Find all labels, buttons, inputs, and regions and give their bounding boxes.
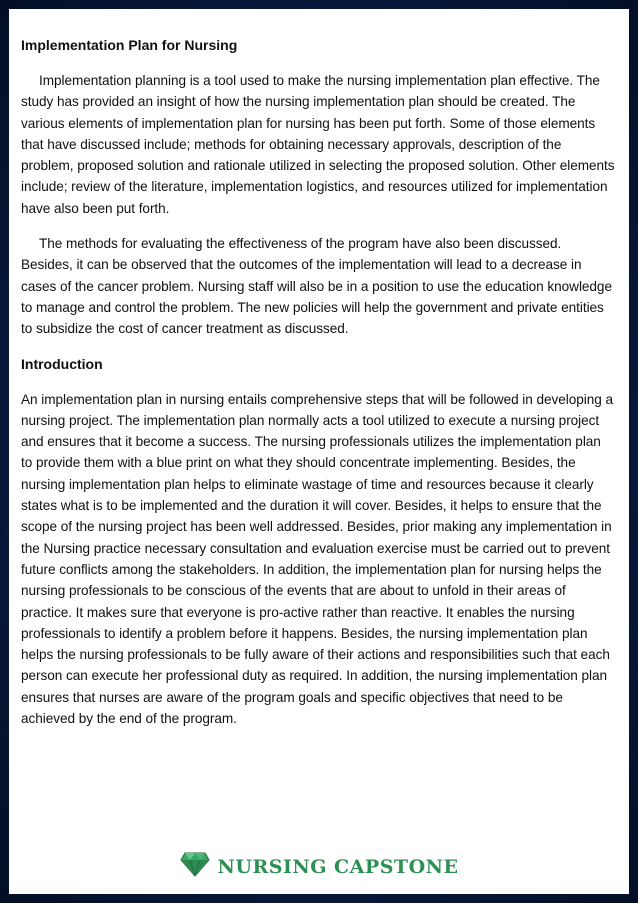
document-page — [9, 9, 629, 894]
intro-paragraph-2: The methods for evaluating the effectiveness of the program have also been discussed. Besides, it can be observed that the outcomes of the implementation will lead to a decrease in cases of the cancer problem. Nursing staff will also be in a position to use the education knowledge to manage and control the problem. The new policies will help the government and private entities to subsidize the cost of cancer treatment as discussed. — [21, 236, 612, 337]
footer-brand — [9, 851, 629, 882]
section-paragraph: An implementation plan in nursing entails comprehensive steps that will be followed in developing a nursing project. The implementation plan normally acts a tool utilized to execute a nursing project and ensures that it become a success. The nursing professionals utilizes the implementation plan to provide them with a blue print on what they should concentrate implementing. Besides, the nursing implementation plan helps to eliminate wastage of time and resources because it clearly states what is to be implemented and the duration it will cover. Besides, it helps to ensure that the scope of the nursing project has been well addressed. Besides, prior making any implementation in the Nursing practice necessary consultation and evaluation exercise must be carried out to prevent future conflicts among the stakeholders. In addition, the implementation plan for nursing helps the nursing professionals to be conscious of the events that are about to unfold in their areas of practice. It makes sure that everyone is pro-active rather than reactive. It enables the nursing professionals to identify a problem before it happens. Besides, the nursing implementation plan helps the nursing professionals to be fully aware of their actions and responsibilities such that each person can execute her professional duty as required. In addition, the nursing implementation plan ensures that nurses are aware of the program goals and specific objectives that need to be achieved by the end of the program. — [21, 391, 614, 727]
document-title: Implementation Plan for Nursing — [21, 37, 238, 53]
diamond-icon — [180, 851, 210, 882]
section-heading: Introduction — [21, 355, 103, 372]
intro-paragraph-1: Implementation planning is a tool used to make the nursing implementation plan effective. The study has provided an insight of how the nursing implementation plan should be created. The various elements of implementation plan for nursing has been put forth. Some of those elements that have discussed include; methods for obtaining necessary approvals, description of the problem, proposed solution and rationale utilized in selecting the proposed solution. Other elements include; review of the literature, implementation logistics, and resources utilized for implementation have also been put forth. — [21, 73, 615, 216]
brand-name: NURSING CAPSTONE — [217, 855, 459, 878]
